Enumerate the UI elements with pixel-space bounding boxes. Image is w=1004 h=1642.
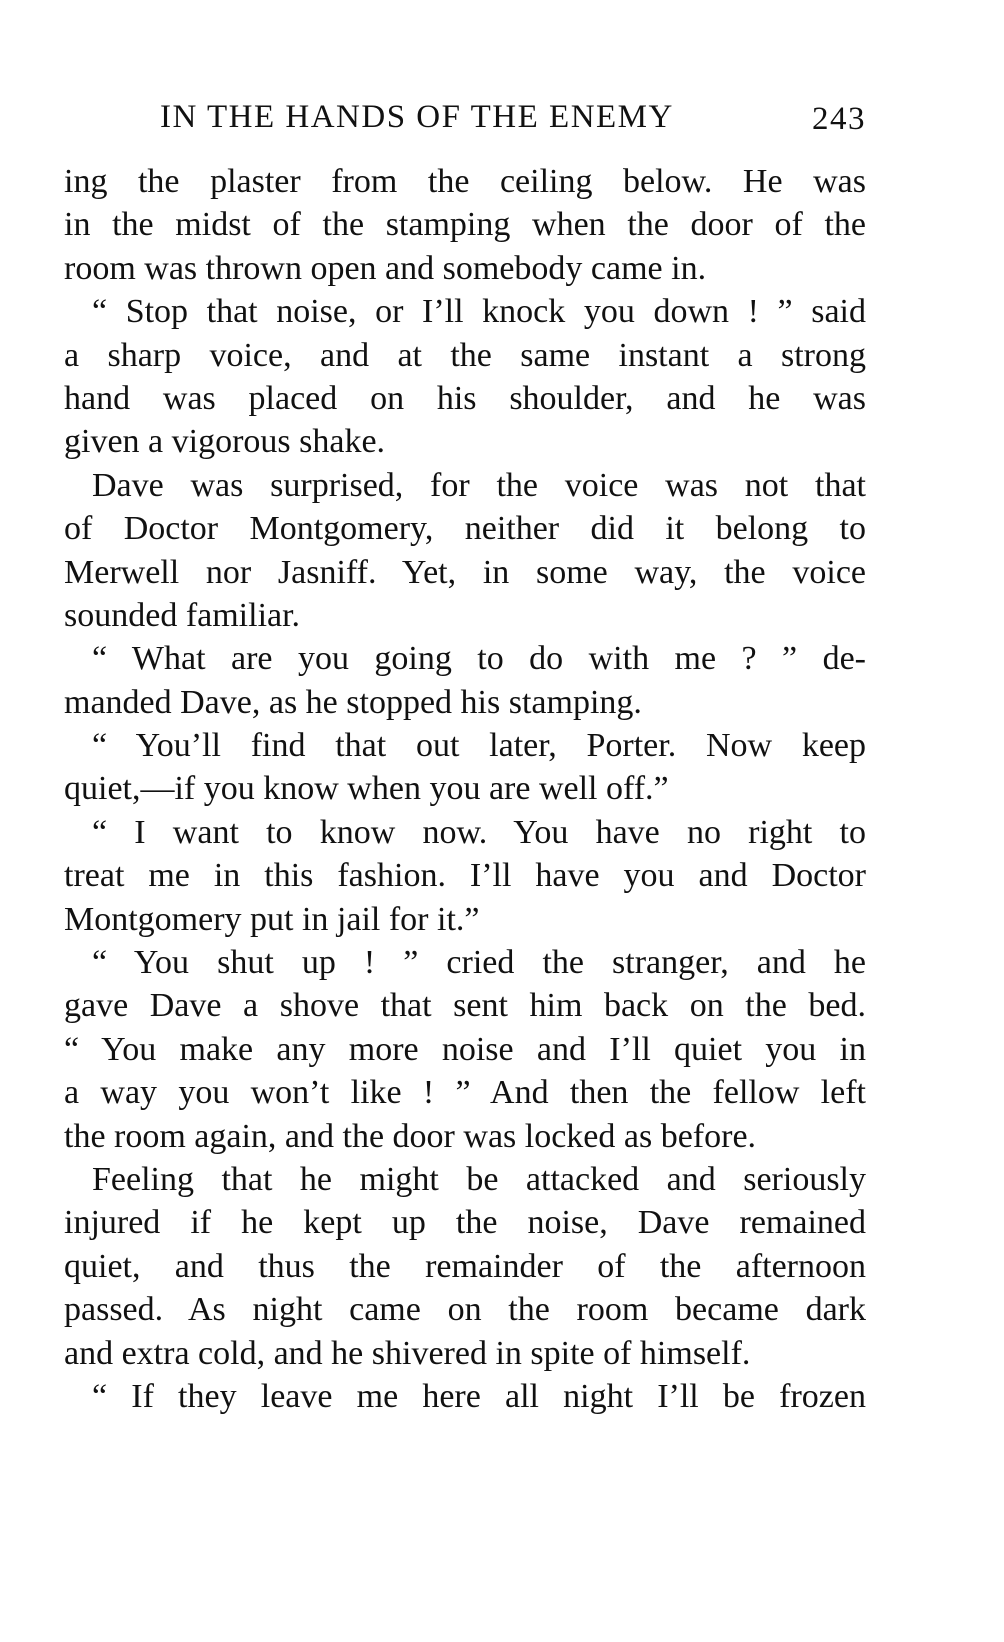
text-line: gave Dave a shove that sent him back on the bed. <box>64 987 866 1025</box>
text-line: “ Stop that noise, or I’ll knock you down ! ” said <box>92 293 866 331</box>
text-line: a sharp voice, and at the same instant a strong <box>64 336 866 374</box>
text-line: sounded familiar. <box>64 596 301 634</box>
body-text <box>64 160 866 1418</box>
text-line: Feeling that he might be attacked and seriously <box>92 1160 866 1198</box>
text-line: hand was placed on his shoulder, and he was <box>64 379 866 417</box>
text-line: of Doctor Montgomery, neither did it belong to <box>64 510 866 548</box>
text-line: injured if he kept up the noise, Dave remained <box>64 1204 866 1242</box>
text-line: ing the plaster from the ceiling below. He was <box>64 163 866 200</box>
text-line: Montgomery put in jail for it.” <box>64 900 480 938</box>
text-line: quiet, and thus the remainder of the afternoon <box>64 1247 866 1285</box>
text-line: “ If they leave me here all night I’ll be frozen <box>92 1377 866 1415</box>
text-line: quiet,—if you know when you are well off.” <box>64 770 669 808</box>
text-line: and extra cold, and he shivered in spite of himself. <box>64 1334 751 1372</box>
text-line: given a vigorous shake. <box>64 423 386 461</box>
text-line: Dave was surprised, for the voice was not that <box>92 466 866 504</box>
text-line: “ What are you going to do with me ? ” de- <box>92 640 866 678</box>
text-line: treat me in this fashion. I’ll have you and Doctor <box>64 857 866 895</box>
text-line: Merwell nor Jasniff. Yet, in some way, the voice <box>64 553 866 591</box>
text-line: passed. As night came on the room became dark <box>64 1291 866 1329</box>
running-head <box>64 92 866 142</box>
text-line: “ You shut up ! ” cried the stranger, and he <box>92 944 866 982</box>
text-line: in the midst of the stamping when the door of the <box>64 206 866 244</box>
text-line: a way you won’t like ! ” And then the fellow left <box>64 1074 866 1112</box>
chapter-title: IN THE HANDS OF THE ENEMY <box>160 99 674 135</box>
text-line: manded Dave, as he stopped his stamping. <box>64 683 642 721</box>
text-line: “ You’ll find that out later, Porter. Now keep <box>92 727 866 765</box>
page-number: 243 <box>812 101 866 137</box>
text-line: the room again, and the door was locked as before. <box>64 1117 757 1155</box>
text-line: “ I want to know now. You have no right to <box>92 813 866 851</box>
text-line: “ You make any more noise and I’ll quiet you in <box>64 1030 866 1068</box>
text-line: room was thrown open and somebody came in. <box>64 249 707 287</box>
